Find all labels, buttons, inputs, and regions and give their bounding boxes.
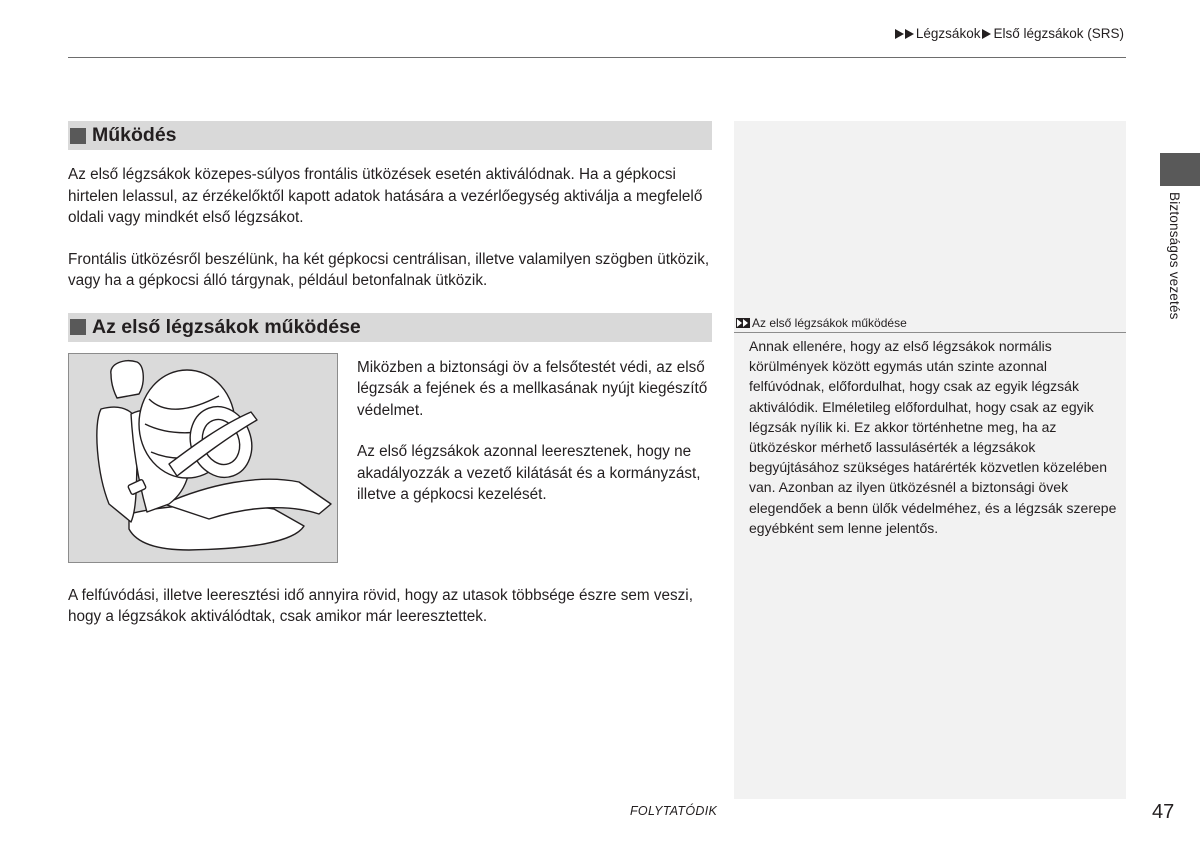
body-paragraph: Miközben a biztonsági öv a felsőtestét védi, az első légzsák a fejének és a mellkasának nyújt kiegészítő védelmet. <box>357 358 708 419</box>
sidebar-notes <box>734 121 1126 799</box>
chapter-tab-marker <box>1160 153 1200 186</box>
airbag-drawing <box>69 354 337 562</box>
breadcrumb-arrow-icon <box>982 29 991 39</box>
heading-square-icon <box>70 319 86 335</box>
section-title: Működés <box>92 124 177 146</box>
note-arrow-icon <box>736 318 750 328</box>
section-heading <box>68 313 712 342</box>
note-body: Annak ellenére, hogy az első légzsákok normális körülmények között egymás után szinte azonnal felfúvódnak, előfordulhat, hogy csak az egyik légzsák aktiválódik. Elméletileg előfordulhat, hogy csak az egyik légzsák nyílik ki. Ez akkor történhetne meg, ha az ütközéskor mérhető lassulásérték a légzsákok begyújtásához szükséges határérték közvetlen közelében van. Azonban az ilyen ütközésnél a biztonsági övek elegendőek a benn ülők védelméhez, és a légzsák szerepe egyébként sem lenne jelentős. <box>749 338 1117 536</box>
note-heading <box>734 314 1126 333</box>
breadcrumb <box>895 26 1126 41</box>
section-title: Az első légzsákok működése <box>92 315 361 338</box>
main-column <box>68 121 712 628</box>
header-divider <box>68 57 1126 58</box>
breadcrumb-item[interactable]: Első légzsákok (SRS) <box>993 26 1124 41</box>
breadcrumb-arrow-icon <box>895 29 904 39</box>
body-paragraph: Frontális ütközésről beszélünk, ha két gépkocsi centrálisan, illetve valamilyen szögben ütközik, vagy ha a gépkocsi álló tárgynak, például betonfalnak ütközik. <box>68 250 710 289</box>
breadcrumb-item[interactable]: Légzsákok <box>915 26 981 41</box>
driver-airbag-illustration-icon <box>68 353 338 563</box>
figure-row <box>68 353 712 563</box>
figure-caption-text <box>357 353 712 563</box>
breadcrumb-arrow-icon <box>905 29 914 39</box>
body-paragraph: Az első légzsákok azonnal leeresztenek, hogy ne akadályozzák a vezető kilátását és a kormányzást, illetve a gépkocsi kezelését. <box>357 443 701 503</box>
heading-square-icon <box>70 128 86 144</box>
page-number: 47 <box>1152 801 1175 823</box>
body-paragraph: Az első légzsákok közepes-súlyos frontális ütközések esetén aktiválódnak. Ha a gépkocsi hirtelen lelassul, az érzékelőktől kapott adatok hatására a vezérlőegység aktiválja a megfelelő oldali vagy mindkét első légzsákot. <box>68 166 703 226</box>
section-heading <box>68 121 712 150</box>
body-paragraph: A felfúvódási, illetve leeresztési idő annyira rövid, hogy az utasok többsége észre sem veszi, hogy a légzsákok aktiválódtak, csak amikor már leeresztettek. <box>68 586 693 625</box>
continued-label: FOLYTATÓDIK <box>630 804 718 818</box>
note-title: Az első légzsákok működése <box>752 316 907 330</box>
chapter-tab-label[interactable]: Biztonságos vezetés <box>1167 192 1182 320</box>
